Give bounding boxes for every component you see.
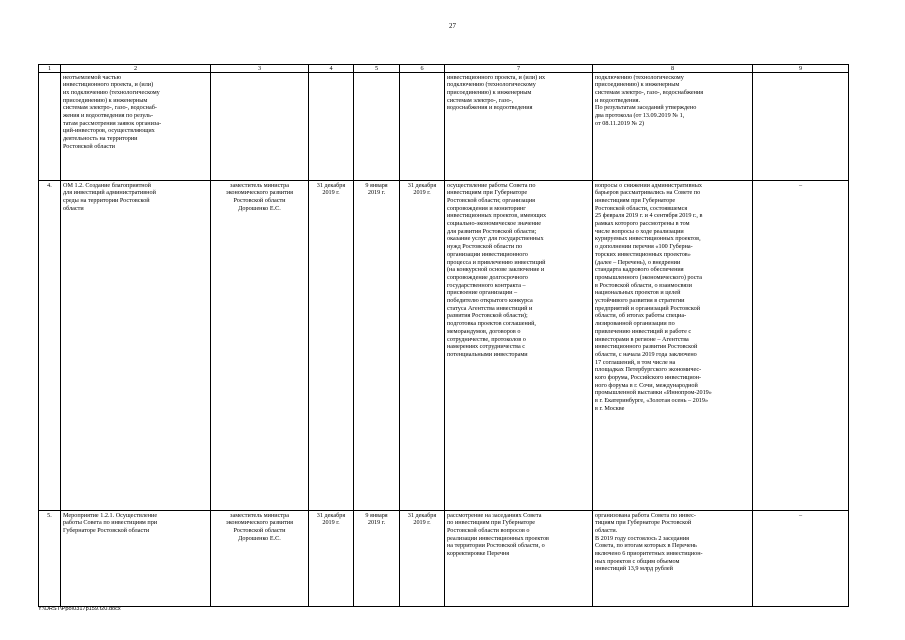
planned-results-line: водоснабжения и водоотведения xyxy=(447,104,533,112)
actual-start-date-line: 9 января xyxy=(365,181,388,189)
actual-results-line: 17 соглашений, в том числе на xyxy=(595,358,676,366)
column-number: 7 xyxy=(445,65,593,73)
planned-results-line: рассмотрение на заседаниях Совета xyxy=(447,511,542,519)
actual-results-line: области, с начала 2019 года заключено xyxy=(595,350,697,358)
planned-results-line: для развития Ростовской области; xyxy=(447,227,537,235)
planned-results-line: осуществление работы Совета по xyxy=(447,181,536,189)
planned-end-date-cell xyxy=(309,73,354,181)
actual-results-line: системам электро-, газо-, водоснабжения xyxy=(595,88,704,96)
actual-start-date-cell xyxy=(354,511,400,607)
actual-results-line: барьеров рассматривались на Совете по xyxy=(595,189,701,197)
planned-results-line: подготовка проектов соглашений, xyxy=(447,320,536,328)
responsible-person-line: Ростовской области xyxy=(233,526,286,534)
column-number: 8 xyxy=(593,65,753,73)
event-name-line: среды на территории Ростовской xyxy=(63,196,150,204)
actual-results-line: привлечению инвестиций и работе с xyxy=(595,327,692,335)
planned-results-line: по инвестициям при Губернаторе xyxy=(447,519,536,527)
actual-results-line: тициям при Губернаторе Ростовской xyxy=(595,519,692,527)
actual-results-line: национальных проектов и целей xyxy=(595,289,681,297)
planned-end-date-cell xyxy=(309,181,354,511)
actual-results-line: в г. Екатеринбурге, «Золотая осень – 2019» xyxy=(595,397,709,405)
actual-results-line: включено 6 приоритетных инвестицион- xyxy=(595,550,703,558)
column-number: 1 xyxy=(39,65,61,73)
actual-results-line: присоединению) к инженерным xyxy=(595,81,680,89)
actual-results-line: о дополнении перечня «100 Губерна- xyxy=(595,243,693,251)
actual-results-line: В 2019 году состоялось 2 заседания xyxy=(595,534,689,542)
actual-results-line: два протокола (от 13.09.2019 № 1, xyxy=(595,112,685,120)
planned-results-line: развития Ростовской области); xyxy=(447,312,528,320)
actual-results-line: стандарта кадрового обеспечения xyxy=(595,266,684,274)
event-name-line: Мероприятие 1.2.1. Осуществление xyxy=(63,511,158,519)
event-name-line: для инвестиций административной xyxy=(63,189,156,197)
row-number-cell: 4. xyxy=(39,181,61,511)
event-name-line: Ростовской области xyxy=(63,142,115,150)
row-number-cell xyxy=(39,73,61,181)
actual-end-date-line: 2019 г. xyxy=(413,189,431,197)
planned-results-line: меморандумов, договоров о xyxy=(447,327,521,335)
actual-end-date-cell xyxy=(400,73,445,181)
actual-start-date-line: 9 января xyxy=(365,511,388,519)
event-name-line: работы Совета по инвестициям при xyxy=(63,519,158,527)
responsible-person-line: заместитель министра xyxy=(230,181,289,189)
responsible-person-line: Дорошенко Е.С. xyxy=(238,204,281,212)
event-name-cell xyxy=(61,511,211,607)
responsible-person-line: Дорошенко Е.С. xyxy=(238,534,281,542)
actual-results-line: курируемых инвестиционных проектов, xyxy=(595,235,701,243)
planned-end-date-line: 31 декабря xyxy=(316,511,346,519)
responsible-person-cell xyxy=(211,73,309,181)
event-name-line: ций-инвесторов, осуществляющих xyxy=(63,127,155,135)
actual-results-line: инвестициям при Губернаторе xyxy=(595,196,676,204)
actual-results-line: области. xyxy=(595,526,618,534)
actual-results-line: ных проектов с общим объемом xyxy=(595,557,680,565)
actual-results-line: от 08.11.2019 № 2) xyxy=(595,119,645,127)
actual-results-line: торских инвестиционных проектов» xyxy=(595,250,691,258)
responsible-person-cell xyxy=(211,511,309,607)
planned-results-line: государственного контракта – xyxy=(447,281,526,289)
planned-results-line: на территории Ростовской области, о xyxy=(447,542,545,550)
actual-results-line: устойчивого развития в стратегии xyxy=(595,297,685,305)
actual-results-cell xyxy=(593,181,753,511)
actual-end-date-cell xyxy=(400,181,445,511)
actual-results-line: предприятий и организаций Ростовской xyxy=(595,304,701,312)
planned-results-line: оказание услуг для государственных xyxy=(447,235,544,243)
event-name-cell xyxy=(61,73,211,181)
planned-results-line: Ростовской области; организация xyxy=(447,196,535,204)
actual-results-line: (далее – Перечень), о внедрении xyxy=(595,258,681,266)
actual-results-line: По результатам заседаний утверждено xyxy=(595,104,697,112)
planned-end-date-cell xyxy=(309,511,354,607)
actual-start-date-cell xyxy=(354,181,400,511)
planned-results-line: присвоение организации – xyxy=(447,289,518,297)
actual-end-date-cell xyxy=(400,511,445,607)
event-name-line: неотъемлемой частью xyxy=(63,73,122,81)
planned-results-line: намерениях сотрудничества с xyxy=(447,343,526,351)
actual-results-line: и водоотведения. xyxy=(595,96,641,104)
actual-results-line: в г. Москве xyxy=(595,404,625,412)
actual-results-line: инвестиционного развития Ростовской xyxy=(595,343,698,351)
actual-results-line: промышленной выставки «Иннопром-2019» xyxy=(595,389,712,397)
actual-end-date-line: 31 декабря xyxy=(407,181,437,189)
column-number: 2 xyxy=(61,65,211,73)
event-name-line: деятельность на территории xyxy=(63,135,138,143)
planned-results-line: присоединению) к инженерным xyxy=(447,88,532,96)
actual-results-line: в Ростовской области, о взаимосвязи xyxy=(595,281,692,289)
planned-results-line: сотрудничестве, протоколов о xyxy=(447,335,526,343)
event-name-line: ОМ 1.2. Создание благоприятной xyxy=(63,181,151,189)
column-number: 9 xyxy=(753,65,849,73)
actual-end-date-line: 31 декабря xyxy=(407,511,437,519)
event-name-line: системам электро-, газо-, водоснаб- xyxy=(63,104,157,112)
column-number: 3 xyxy=(211,65,309,73)
actual-results-line: площадках Петербургского экономичес- xyxy=(595,366,702,374)
event-name-line: области xyxy=(63,204,84,212)
column-number-row xyxy=(39,65,849,73)
actual-start-date-line: 2019 г. xyxy=(367,519,386,527)
planned-results-cell xyxy=(445,511,593,607)
event-name-line: жения и водоотведения по резуль- xyxy=(63,112,153,120)
planned-results-line: (на конкурсной основе заключение и xyxy=(447,266,545,274)
planned-results-line: реализации инвестиционных проектов xyxy=(447,534,549,542)
planned-results-line: инвестиционного проекта, и (или) их xyxy=(447,73,546,81)
actual-start-date-cell xyxy=(354,73,400,181)
report-table xyxy=(38,64,849,607)
planned-results-line: статуса Агентства инвестиций и xyxy=(447,304,533,312)
planned-results-line: инвестиционных проектов, имеющих xyxy=(447,212,547,220)
planned-results-line: организации инвестиционного xyxy=(447,250,528,258)
event-name-line: присоединению) к инженерным xyxy=(63,96,148,104)
actual-start-date-line: 2019 г. xyxy=(367,189,386,197)
actual-results-line: числе вопросы о ходе реализации xyxy=(595,227,684,235)
notes-cell: – xyxy=(753,511,849,607)
row-number-cell: 5. xyxy=(39,511,61,607)
planned-results-line: сопровождение долгосрочного xyxy=(447,273,528,281)
planned-results-line: социально-экономическое значение xyxy=(447,220,541,228)
planned-results-cell xyxy=(445,73,593,181)
planned-end-date-line: 2019 г. xyxy=(322,189,340,197)
column-number: 4 xyxy=(309,65,354,73)
planned-results-cell xyxy=(445,181,593,511)
responsible-person-line: заместитель министра xyxy=(230,511,289,519)
planned-end-date-line: 31 декабря xyxy=(316,181,346,189)
actual-results-line: рамках которого рассмотрены в том xyxy=(595,220,690,228)
event-name-line: татам рассмотрения заявок организа- xyxy=(63,119,162,127)
table-row xyxy=(39,181,849,511)
actual-results-line: организована работа Совета по инвес- xyxy=(595,511,696,519)
actual-results-line: ного форума в г. Сочи, международной xyxy=(595,381,698,389)
actual-end-date-line: 2019 г. xyxy=(413,519,431,527)
actual-results-line: области, об итогах работы специа- xyxy=(595,312,687,320)
planned-results-line: процесса и привлечению инвестиций xyxy=(447,258,546,266)
file-path-footer: Y:\ORST\Ppo\0317p159.f20.docx xyxy=(38,606,121,612)
actual-results-line: инвесторами в регионе – Агентства xyxy=(595,335,689,343)
actual-results-cell xyxy=(593,511,753,607)
event-name-cell xyxy=(61,181,211,511)
notes-cell: – xyxy=(753,181,849,511)
table-row xyxy=(39,511,849,607)
planned-results-line: победителю открытого конкурса xyxy=(447,297,533,305)
actual-results-line: вопросы о снижении административных xyxy=(595,181,702,189)
actual-results-line: подключению (технологическому xyxy=(595,73,684,81)
actual-results-line: Совета, по итогам которых в Перечень xyxy=(595,542,697,550)
event-name-line: Губернаторе Ростовской области xyxy=(63,526,150,534)
event-name-line: инвестиционного проекта, и (или) xyxy=(63,81,154,89)
responsible-person-line: Ростовской области xyxy=(233,196,286,204)
planned-results-line: сопровождения и мониторинг xyxy=(447,204,526,212)
responsible-person-cell xyxy=(211,181,309,511)
page-number: 27 xyxy=(449,22,456,30)
planned-results-line: системам электро-, газо-, xyxy=(447,96,514,104)
actual-results-line: лизированной организации по xyxy=(595,320,675,328)
planned-results-line: подключению (технологическому xyxy=(447,81,536,89)
column-number: 5 xyxy=(354,65,400,73)
notes-cell xyxy=(753,73,849,181)
planned-results-line: потенциальными инвесторами xyxy=(447,350,528,358)
planned-results-line: инвестициям при Губернаторе xyxy=(447,189,528,197)
table-row xyxy=(39,73,849,181)
column-number: 6 xyxy=(400,65,445,73)
responsible-person-line: экономического развития xyxy=(226,519,293,527)
planned-results-line: корректировке Перечня xyxy=(447,550,510,558)
actual-results-line: 25 февраля 2019 г. и 4 сентября 2019 г., в xyxy=(595,212,703,220)
event-name-line: их подключению (технологическому xyxy=(63,88,160,96)
actual-results-line: Ростовской области, состоявшемся xyxy=(595,204,688,212)
actual-results-line: инвестиций 13,9 млрд рублей xyxy=(595,565,673,573)
actual-results-cell xyxy=(593,73,753,181)
responsible-person-line: экономического развития xyxy=(226,189,293,197)
actual-results-line: промышленного (экономического) роста xyxy=(595,273,703,281)
planned-end-date-line: 2019 г. xyxy=(322,519,340,527)
actual-results-line: кого форума, Российского инвестицион- xyxy=(595,374,702,382)
planned-results-line: Ростовской области вопросов о xyxy=(447,526,530,534)
planned-results-line: нужд Ростовской области по xyxy=(447,243,523,251)
